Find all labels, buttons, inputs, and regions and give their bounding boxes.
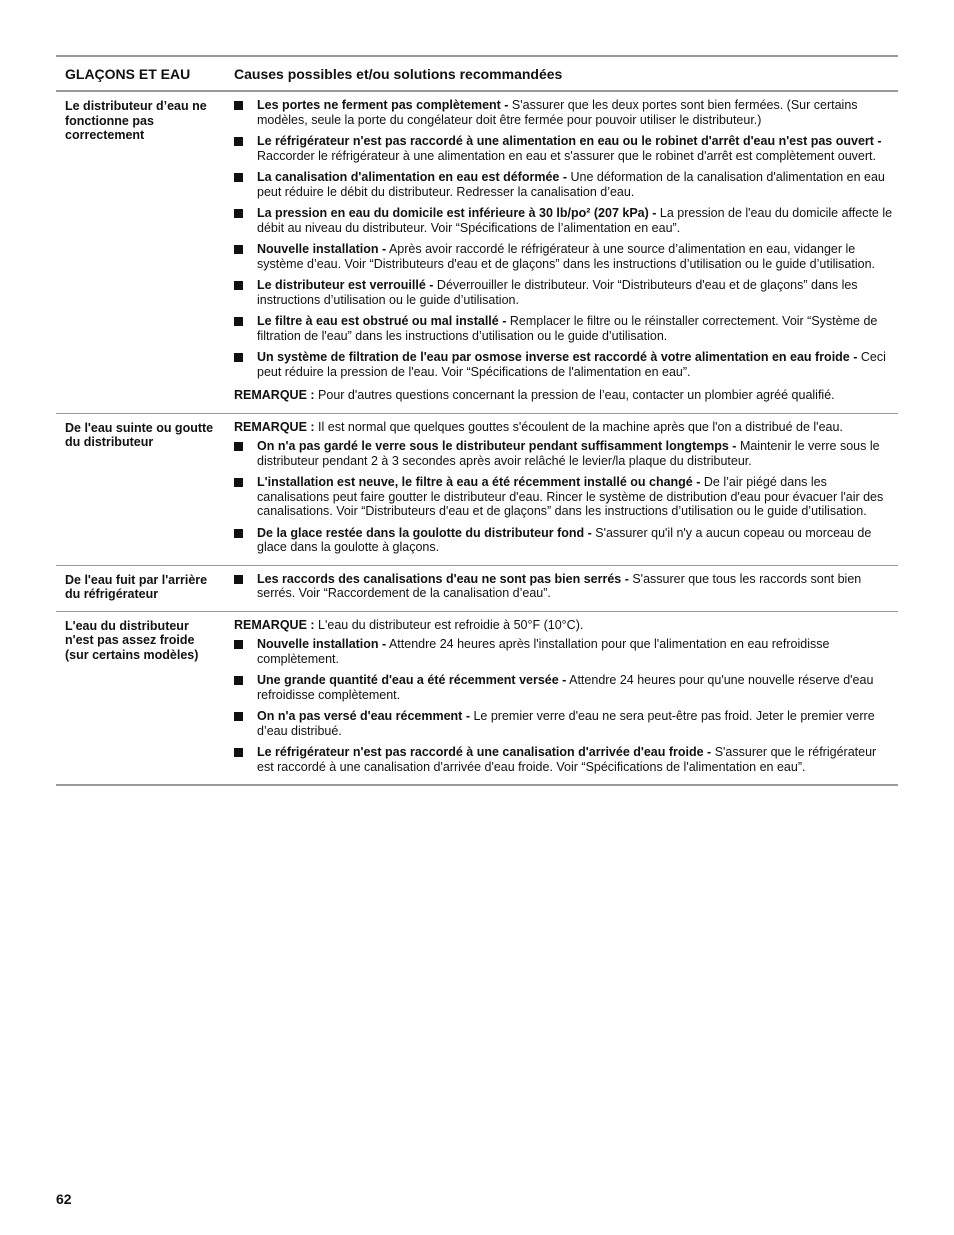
note-label: REMARQUE : — [234, 617, 315, 632]
solutions-cell — [224, 612, 898, 785]
page-number: 62 — [56, 1191, 72, 1207]
item-text — [257, 242, 898, 271]
note — [234, 388, 898, 403]
item-text — [257, 475, 898, 519]
square-bullet-icon — [234, 572, 257, 601]
cause-title: L'installation est neuve, le filtre à eau a été récemment installé ou changé - — [257, 475, 701, 489]
square-bullet-icon — [234, 170, 257, 199]
cause-solution: La pression de l'eau du domicile affecte le débit au niveau du distributeur. Voir “Spécifications de l’alimentation en eau”. — [257, 206, 893, 235]
cause-title: Une grande quantité d'eau a été récemment versée - — [257, 673, 567, 687]
list-item — [234, 134, 898, 163]
cause-solution: Attendre 24 heures pour qu'une nouvelle réserve d'eau refroidisse complètement. — [257, 673, 874, 702]
note — [234, 618, 898, 633]
square-bullet-icon — [234, 673, 257, 702]
note-text: L'eau du distributeur est refroidie à 50°F (10°C). — [314, 617, 584, 632]
square-bullet-icon — [234, 242, 257, 271]
square-bullet-icon — [234, 98, 257, 127]
header-problem: GLAÇONS ET EAU — [65, 65, 191, 82]
cause-solution: Ceci peut réduire la pression de l'eau. Voir “Spécifications de l'alimentation en eau”. — [257, 350, 886, 379]
cause-title: Nouvelle installation - — [257, 637, 387, 651]
item-text — [257, 278, 898, 307]
problem-cell: De l'eau suinte ou goutte du distributeur — [65, 420, 214, 449]
solutions-cell — [224, 414, 898, 565]
list-item — [234, 98, 898, 127]
item-text — [257, 709, 898, 738]
problem-cell: Le distributeur d’eau ne fonctionne pas correctement — [65, 99, 207, 142]
item-text — [257, 170, 898, 199]
cause-title: Le distributeur est verrouillé - — [257, 278, 434, 292]
cause-solution: S'assurer que le réfrigérateur est raccordé à une canalisation d'arrivée d'eau froide. Voir “Spécifications de l'alimentation en eau”. — [257, 745, 877, 774]
table-body — [56, 92, 898, 786]
item-text — [257, 637, 898, 666]
cause-title: Nouvelle installation - — [257, 242, 387, 256]
item-text — [257, 314, 898, 343]
cause-solution: Le premier verre d'eau ne sera peut-être pas froid. Jeter le premier verre d’eau distribué. — [257, 709, 875, 738]
square-bullet-icon — [234, 439, 257, 468]
item-text — [257, 350, 898, 379]
table-row — [56, 414, 898, 566]
list-item — [234, 278, 898, 307]
item-text — [257, 526, 898, 555]
list-item — [234, 637, 898, 666]
cause-solution: S'assurer que les deux portes sont bien fermées. (Sur certains modèles, seule la porte du congélateur doit être fermée pour pouvoir utiliser le distributeur.) — [257, 98, 858, 127]
item-text — [257, 673, 898, 702]
square-bullet-icon — [234, 350, 257, 379]
item-text — [257, 745, 898, 774]
list-item — [234, 673, 898, 702]
cause-title: Les portes ne ferment pas complètement - — [257, 98, 509, 112]
square-bullet-icon — [234, 314, 257, 343]
square-bullet-icon — [234, 134, 257, 163]
header-solutions: Causes possibles et/ou solutions recommandées — [234, 65, 563, 82]
problem-cell: De l'eau fuit par l'arrière du réfrigérateur — [65, 572, 208, 601]
cause-solution: Attendre 24 heures après l'installation pour que l'alimentation en eau refroidisse complètement. — [257, 637, 830, 666]
item-text — [257, 572, 898, 601]
item-text — [257, 134, 898, 163]
list-item — [234, 350, 898, 379]
list-item — [234, 475, 898, 519]
list-item — [234, 206, 898, 235]
list-item — [234, 745, 898, 774]
square-bullet-icon — [234, 206, 257, 235]
square-bullet-icon — [234, 745, 257, 774]
cause-title: La pression en eau du domicile est inférieure à 30 lb/po² (207 kPa) - — [257, 206, 657, 220]
cause-solution: Déverrouiller le distributeur. Voir “Distributeurs d'eau et de glaçons” dans les instructions d’utilisation ou le guide d’utilisation. — [257, 278, 858, 307]
table-header — [56, 57, 898, 92]
square-bullet-icon — [234, 526, 257, 555]
table-row — [56, 612, 898, 787]
list-item — [234, 314, 898, 343]
item-text — [257, 206, 898, 235]
square-bullet-icon — [234, 475, 257, 519]
note — [234, 420, 898, 435]
cause-title: Le réfrigérateur n'est pas raccordé à une canalisation d'arrivée d'eau froide - — [257, 745, 712, 759]
square-bullet-icon — [234, 278, 257, 307]
list-item — [234, 439, 898, 468]
cause-solution: De l’air piégé dans les canalisations peut faire goutter le distributeur d'eau. Rincer le système de distribution d'eau pour évacuer l'air des canalisations. Voir “Distributeurs d'eau et de glaçons” dans les instructions d’utilisation ou le guide d’utilisation. — [257, 475, 884, 518]
list-item — [234, 709, 898, 738]
list-item — [234, 526, 898, 555]
problem-cell: L'eau du distributeur n'est pas assez froide (sur certains modèles) — [65, 618, 199, 662]
item-text — [257, 98, 898, 127]
cause-title: On n'a pas gardé le verre sous le distributeur pendant suffisamment longtemps - — [257, 439, 737, 453]
cause-solution: S'assurer que tous les raccords sont bien serrés. Voir “Raccordement de la canalisation d’eau”. — [257, 571, 862, 600]
cause-solution: S'assurer qu'il n'y a aucun copeau ou morceau de glace dans la goulotte à glaçons. — [257, 525, 872, 554]
cause-title: Les raccords des canalisations d'eau ne sont pas bien serrés - — [257, 571, 629, 586]
solutions-cell — [224, 566, 898, 611]
cause-solution: Maintenir le verre sous le distributeur pendant 2 à 3 secondes après avoir relâché le levier/la plaque du distributeur. — [257, 439, 880, 468]
item-text — [257, 439, 898, 468]
square-bullet-icon — [234, 709, 257, 738]
solutions-cell — [224, 92, 898, 413]
note-label: REMARQUE : — [234, 419, 315, 434]
list-item — [234, 572, 898, 601]
list-item — [234, 242, 898, 271]
cause-solution: Une déformation de la canalisation d'alimentation en eau peut réduire le débit du distributeur. Redresser la canalisation d’eau. — [257, 170, 885, 199]
cause-title: Le filtre à eau est obstrué ou mal installé - — [257, 314, 507, 328]
troubleshooting-table — [56, 55, 898, 786]
cause-solution: Remplacer le filtre ou le réinstaller correctement. Voir “Système de filtration de l'eau” dans les instructions d’utilisation ou le guide d’utilisation. — [257, 314, 878, 343]
cause-title: Le réfrigérateur n'est pas raccordé à une alimentation en eau ou le robinet d'arrêt d'eau n'est pas ouvert - — [257, 134, 882, 148]
cause-title: De la glace restée dans la goulotte du distributeur fond - — [257, 525, 592, 540]
note-text: Il est normal que quelques gouttes s'écoulent de la machine après que l'on a distribué de l'eau. — [314, 419, 843, 434]
cause-title: On n'a pas versé d'eau récemment - — [257, 709, 470, 723]
table-row — [56, 566, 898, 612]
cause-title: La canalisation d'alimentation en eau est déformée - — [257, 170, 567, 184]
table-row — [56, 92, 898, 414]
cause-solution: Après avoir raccordé le réfrigérateur à une source d’alimentation en eau, vidanger le système d’eau. Voir “Distributeurs d'eau et de glaçons” dans les instructions d’utilisation ou le guide d’utilisation. — [257, 242, 875, 271]
square-bullet-icon — [234, 637, 257, 666]
cause-title: Un système de filtration de l'eau par osmose inverse est raccordé à votre alimentation en eau froide - — [257, 350, 858, 364]
note-text: Pour d'autres questions concernant la pression de l’eau, contacter un plombier agréé qualifié. — [314, 388, 835, 402]
list-item — [234, 170, 898, 199]
cause-solution: Raccorder le réfrigérateur à une alimentation en eau et s'assurer que le robinet d'arrêt est complètement ouvert. — [257, 148, 876, 163]
note-label: REMARQUE : — [234, 388, 315, 402]
